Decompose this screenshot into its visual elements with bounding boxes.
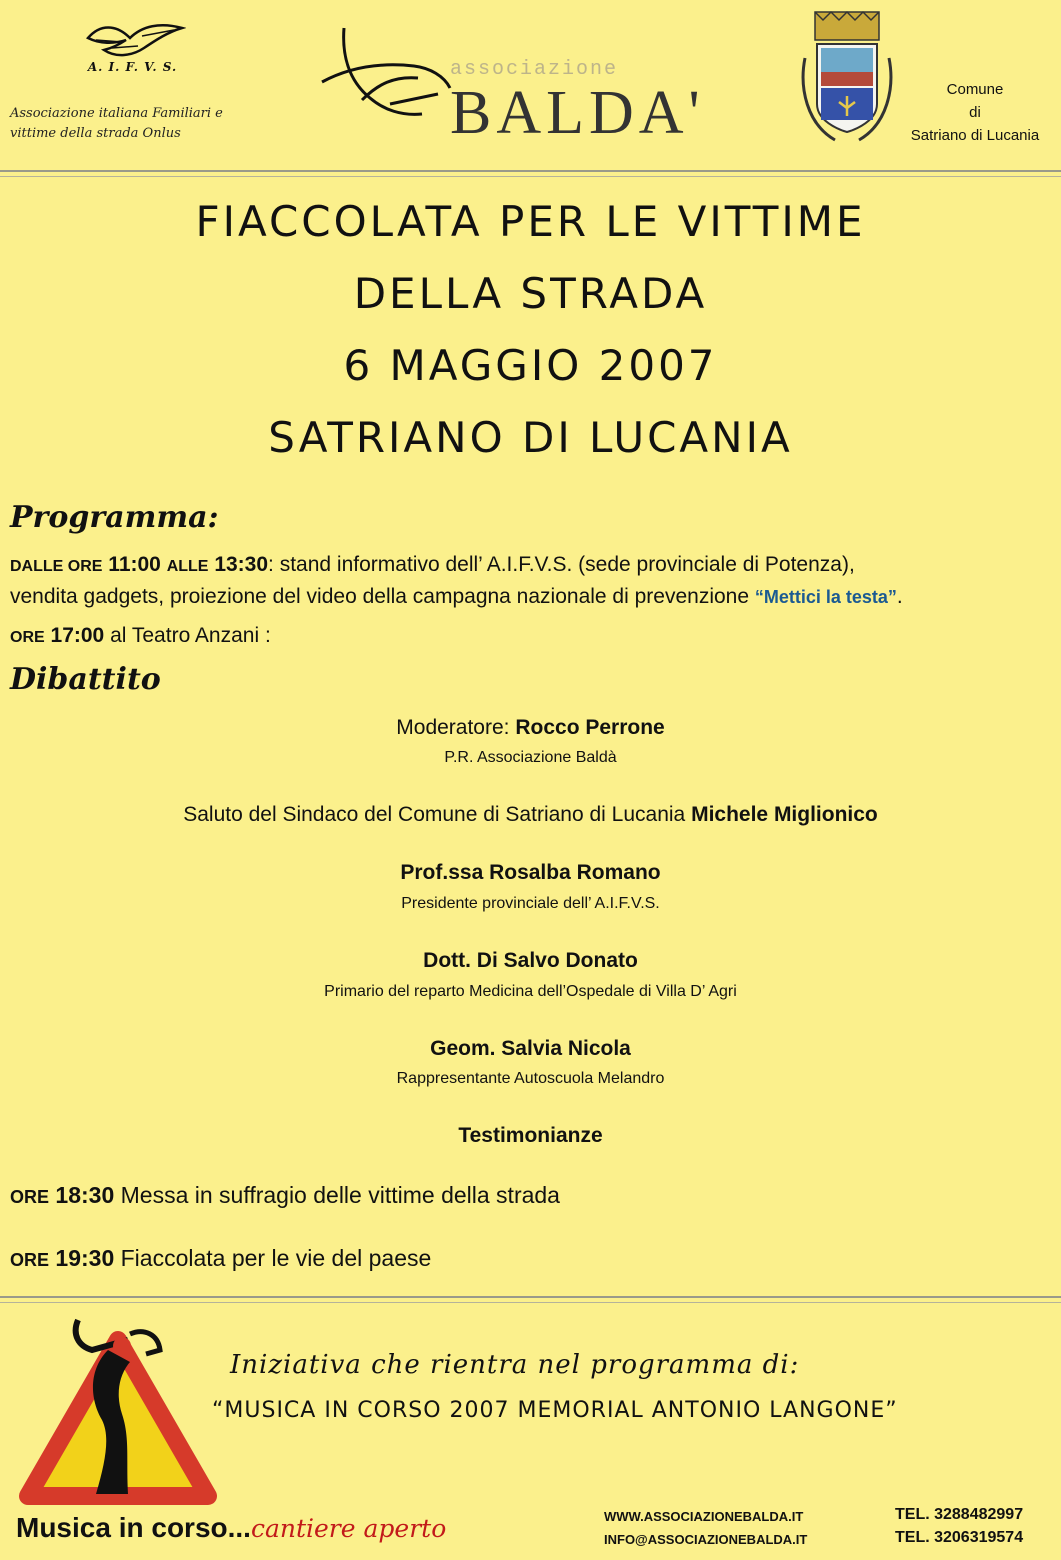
saluto-line bbox=[0, 803, 1061, 827]
balda-name: BALDA' bbox=[450, 79, 705, 147]
dove-logo-icon bbox=[82, 18, 186, 62]
programma-heading: Programma: bbox=[10, 500, 219, 535]
comune-line1: Comune bbox=[946, 81, 1004, 98]
slot4-prefix: ORE bbox=[10, 1250, 50, 1270]
slot3-description: Messa in suffragio delle vittime della strada bbox=[120, 1182, 560, 1208]
slot2-description: al Teatro Anzani : bbox=[110, 624, 271, 647]
municipal-crest-icon bbox=[795, 8, 899, 148]
footer-divider bbox=[0, 1296, 1061, 1303]
slot1-description: : stand informativo dell’ A.I.F.V.S. (sede provinciale di Potenza), bbox=[268, 553, 855, 576]
contacts bbox=[604, 1505, 807, 1551]
balda-logo-icon bbox=[318, 24, 458, 138]
slot1-prefix: DALLE ORE bbox=[10, 558, 103, 575]
memorial-title: “MUSICA IN CORSO 2007 MEMORIAL ANTONIO LANGONE” bbox=[212, 1398, 898, 1423]
email-text: INFO@ASSOCIAZIONEBALDA.IT bbox=[604, 1532, 808, 1547]
warning-sign-saxophonist-icon bbox=[18, 1310, 218, 1510]
title-date: 6 MAGGIO 2007 bbox=[343, 341, 718, 390]
title-location: SATRIANO DI LUCANIA bbox=[268, 413, 793, 462]
slot4-time: 19:30 bbox=[55, 1245, 115, 1271]
comune-label bbox=[890, 78, 1060, 147]
moderator-line bbox=[0, 716, 1061, 740]
slot-morning bbox=[10, 550, 1055, 612]
saluto-text: Saluto del Sindaco del Comune di Satriano di Lucania bbox=[183, 803, 686, 826]
slot-afternoon bbox=[10, 624, 271, 648]
title-line1: FIACCOLATA PER LE VITTIME bbox=[195, 197, 866, 246]
slot1-period: . bbox=[896, 585, 903, 608]
mayor-name: Michele Miglionico bbox=[691, 803, 878, 826]
phone-2: TEL. 3206319574 bbox=[895, 1529, 1024, 1546]
campaign-name: “Mettici la testa” bbox=[754, 587, 897, 607]
slot1-until: ALLE bbox=[166, 558, 209, 575]
slot-torchlight bbox=[10, 1245, 431, 1272]
header-divider bbox=[0, 170, 1061, 177]
speaker3-name: Geom. Salvia Nicola bbox=[430, 1037, 631, 1060]
slot3-time: 18:30 bbox=[55, 1182, 115, 1208]
slot2-time: 17:00 bbox=[50, 624, 105, 647]
phone-1: TEL. 3288482997 bbox=[895, 1506, 1024, 1523]
iniziativa-text: Iniziativa che rientra nel programma di: bbox=[230, 1350, 800, 1380]
slot-mass bbox=[10, 1182, 560, 1209]
cantiere-label: cantiere aperto bbox=[250, 1514, 447, 1543]
testimonianze-label: Testimonianze bbox=[458, 1124, 603, 1147]
speaker1-name: Prof.ssa Rosalba Romano bbox=[400, 861, 661, 884]
balda-prefix: associazione bbox=[450, 58, 619, 81]
moderator-role: P.R. Associazione Baldà bbox=[444, 749, 617, 766]
slot1-description-2: vendita gadgets, proiezione del video della campagna nazionale di prevenzione bbox=[10, 585, 750, 608]
slot2-prefix: ORE bbox=[10, 629, 45, 646]
aifvs-name-line2: vittime della strada Onlus bbox=[10, 126, 181, 141]
speaker2-role: Primario del reparto Medicina dell’Ospedale di Villa D’ Agri bbox=[324, 983, 737, 1000]
speaker2-name: Dott. Di Salvo Donato bbox=[423, 949, 638, 972]
speaker1-role: Presidente provinciale dell’ A.I.F.V.S. bbox=[401, 895, 660, 912]
slot3-prefix: ORE bbox=[10, 1187, 50, 1207]
website-text: WWW.ASSOCIAZIONEBALDA.IT bbox=[604, 1509, 804, 1524]
title-line2: DELLA STRADA bbox=[353, 269, 708, 318]
musica-in-corso bbox=[16, 1512, 446, 1544]
dibattito-heading: Dibattito bbox=[10, 662, 161, 697]
slot4-description: Fiaccolata per le vie del paese bbox=[120, 1245, 432, 1271]
aifvs-name-line1: Associazione italiana Familiari e bbox=[10, 106, 223, 121]
phone-numbers bbox=[895, 1503, 1023, 1549]
slot1-start-time: 11:00 bbox=[108, 553, 161, 576]
comune-line2: di bbox=[969, 104, 981, 121]
slot1-end-time: 13:30 bbox=[214, 553, 269, 576]
moderator-label: Moderatore: bbox=[396, 716, 510, 739]
musica-label: Musica in corso... bbox=[16, 1512, 251, 1543]
aifvs-full-name bbox=[10, 104, 290, 144]
comune-line3: Satriano di Lucania bbox=[910, 127, 1040, 144]
aifvs-abbreviation: A. I. F. V. S. bbox=[87, 60, 178, 74]
moderator-name: Rocco Perrone bbox=[515, 716, 665, 739]
speaker3-role: Rappresentante Autoscuola Melandro bbox=[396, 1070, 665, 1087]
event-title bbox=[0, 186, 1061, 474]
